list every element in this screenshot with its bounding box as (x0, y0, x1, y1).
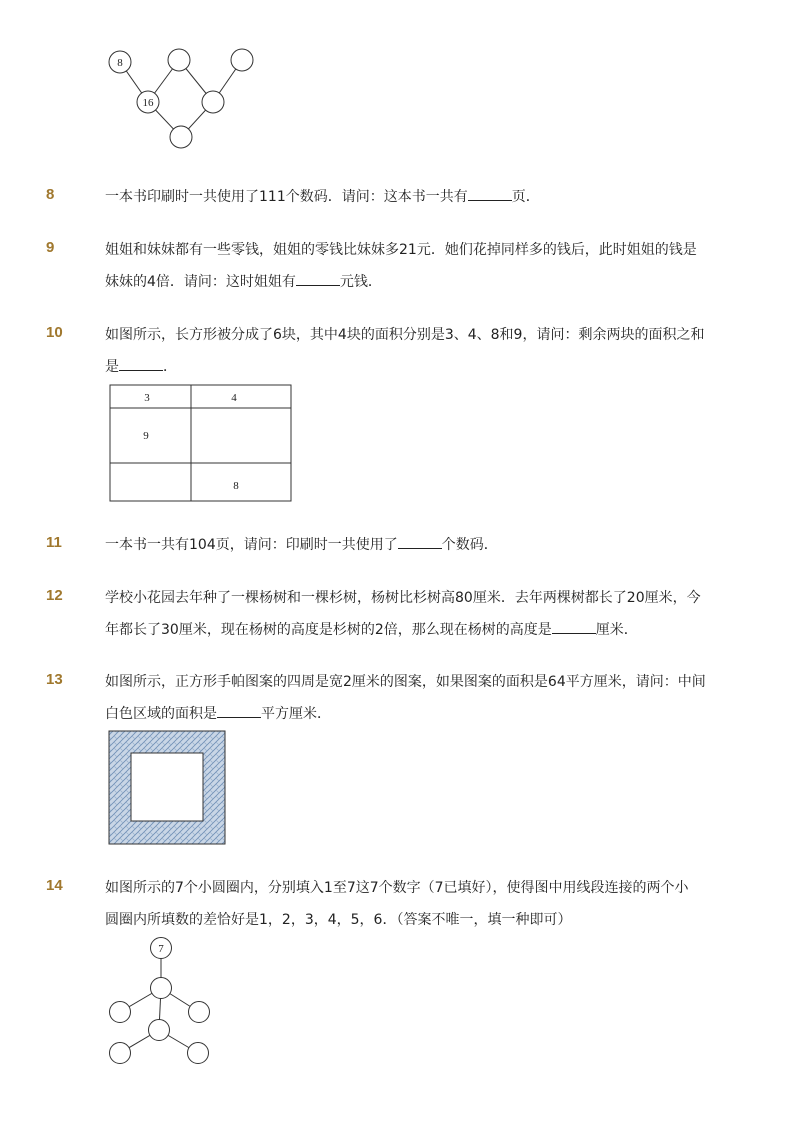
question-text-before: 一本书一共有104页，请问：印刷时一共使用了 (105, 537, 398, 553)
circle-node-empty-1 (168, 49, 190, 71)
question-text-line2 (105, 703, 331, 723)
rectangle-partition-svg (109, 384, 293, 504)
question-number: 9 (46, 239, 55, 256)
circle-node-empty-4 (170, 126, 192, 148)
question-text-line1: 如图所示，正方形手帕图案的四周是宽2厘米的图案，如果图案的面积是64平方厘米，请问：中间 (105, 674, 706, 690)
question-text-after: 厘米． (595, 622, 638, 638)
question-text (105, 186, 540, 206)
cell-label-8: 8 (233, 480, 239, 492)
handkerchief-svg (108, 730, 228, 846)
circle-node-empty-3 (231, 49, 253, 71)
cell-label-4: 4 (231, 392, 237, 404)
answer-blank (468, 188, 512, 201)
answer-blank (119, 358, 163, 371)
cell-label-3: 3 (144, 392, 150, 404)
circle-node-right-upper (189, 1002, 210, 1023)
circle-node-center-bottom (149, 1020, 170, 1041)
cell-label-9: 9 (143, 430, 149, 442)
handkerchief-pattern-figure (108, 730, 228, 846)
node-label-8: 8 (117, 57, 123, 69)
question-text-line1: 姐姐和妹妹都有一些零钱，姐姐的零钱比妹妹多21元．她们花掉同样多的钱后，此时姐姐的钱是 (105, 242, 697, 258)
circle-node-center-top (151, 978, 172, 999)
white-center-square (131, 753, 203, 821)
node-label-7: 7 (158, 943, 164, 955)
circle-graph-figure-top (100, 40, 270, 155)
question-text-line1: 如图所示，长方形被分成了6块，其中4块的面积分别是3、4、8和9，请问：剩余两块的面积之和 (105, 327, 705, 343)
question-number: 11 (46, 534, 62, 551)
answer-blank (296, 273, 340, 286)
question-number: 8 (46, 186, 55, 203)
question-number: 13 (46, 671, 63, 688)
question-text-line2 (105, 619, 638, 639)
question-text-before: 妹妹的4倍．请问：这时姐姐有 (105, 274, 296, 290)
circle-node-right-lower (188, 1043, 209, 1064)
answer-blank (398, 536, 442, 549)
question-number: 10 (46, 324, 63, 341)
question-text-after: 页． (511, 189, 540, 205)
question-number: 12 (46, 587, 63, 604)
question-text-after: 元钱． (339, 274, 382, 290)
answer-blank (217, 705, 261, 718)
question-text-before: 年都长了30厘米，现在杨树的高度是杉树的2倍，那么现在杨树的高度是 (105, 622, 552, 638)
question-number: 14 (46, 877, 63, 894)
node-label-16: 16 (142, 97, 154, 109)
circle-node-left-upper (110, 1002, 131, 1023)
circle-node-left-lower (110, 1043, 131, 1064)
circle-node-empty-2 (202, 91, 224, 113)
question-text-after: 平方厘米． (261, 706, 331, 722)
question-text-before: 是 (105, 359, 119, 375)
question-text (105, 534, 498, 554)
seven-circle-graph-figure (100, 932, 220, 1067)
question-text-before: 白色区域的面积是 (105, 706, 217, 722)
circle-graph-svg (100, 40, 270, 155)
question-text-line2 (105, 271, 382, 291)
rectangle-partition-figure (109, 384, 293, 504)
question-text-line1: 学校小花园去年种了一棵杨树和一棵杉树，杨树比杉树高80厘米．去年两棵树都长了20厘米，今 (105, 590, 701, 606)
question-text-line1: 如图所示的7个小圆圈内，分别填入1至7这7个数字（7已填好），使得图中用线段连接的两个小 (105, 880, 689, 896)
question-text-after: 个数码． (441, 537, 498, 553)
seven-circle-svg (100, 932, 220, 1067)
answer-blank (552, 621, 596, 634)
question-text-before: 一本书印刷时一共使用了111个数码．请问：这本书一共有 (105, 189, 468, 205)
question-text-line2: 圆圈内所填数的差恰好是1，2，3，4，5，6．（答案不唯一，填一种即可） (105, 912, 572, 928)
question-text-line2 (105, 356, 177, 376)
question-text-after: ． (163, 359, 177, 375)
